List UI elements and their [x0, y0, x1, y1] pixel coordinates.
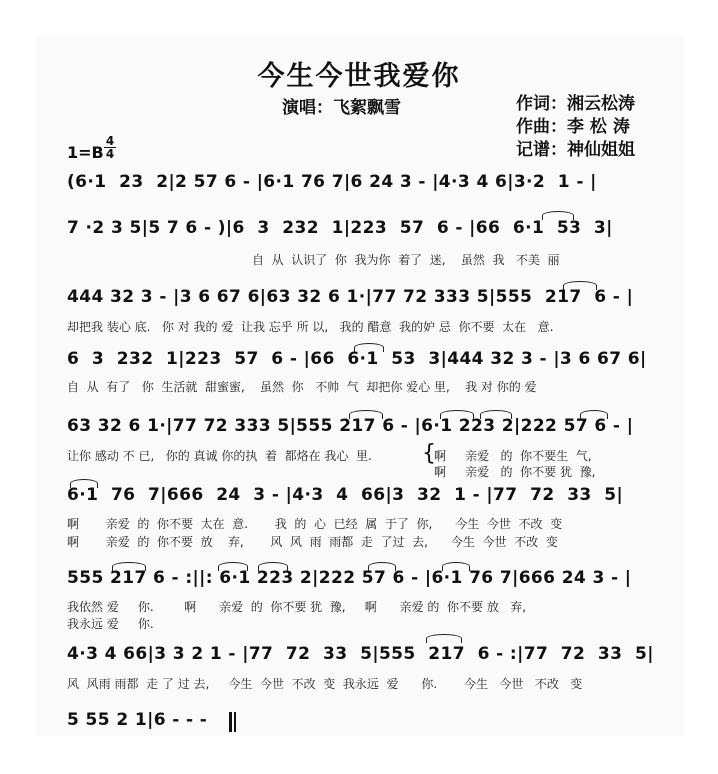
slur-mark [349, 410, 383, 419]
notation-row-5: 63 32 6 1·|77 72 333 5|555 217 6 - |6·1 223 2|222 57 6 - | [67, 416, 634, 436]
slur-mark [218, 562, 248, 571]
notation-row-8: 4·3 4 66|3 3 2 1 - |77 72 33 5|555 217 6 - :|77 72 33 5| [67, 644, 654, 664]
verse-bracket: { [422, 441, 436, 466]
lyric-row-3: 却把我 装心 底. 你 对 我的 爱 让我 忘乎 所 以, 我的 醋意 我的妒 忌 你不要 太在 意. [67, 320, 554, 334]
notation-row-1: (6·1 23 2|2 57 6 - |6·1 76 7|6 24 3 - |4·3 4 6|3·2 1 - | [67, 172, 597, 192]
slur-mark [258, 562, 288, 571]
notation-row-4: 6 3 232 1|223 57 6 - |66 6·1 53 3|444 32 3 - |3 6 67 6| [67, 349, 647, 369]
lyric-row-5c: 啊 亲爱 的 你不要 犹 豫, [434, 465, 596, 479]
lyricist-credit: 作词：湘云松涛 [516, 94, 635, 114]
lyric-row-8: 风 风雨 雨都 走 了 过 去, 今生 今世 不改 变 我永远 爱 你. 今生 今世 不改 变 [67, 677, 583, 691]
composer-credit: 作曲：李 松 涛 [516, 117, 630, 137]
notation-row-6: 6·1 76 7|666 24 3 - |4·3 4 66|3 32 1 - |77 72 33 5| [67, 485, 624, 505]
transcriber-credit: 记谱：神仙姐姐 [516, 140, 635, 160]
slur-mark [442, 562, 470, 571]
slur-mark [542, 211, 574, 220]
song-title: 今生今世我爱你 [257, 61, 461, 92]
lyric-row-4: 自 从 有了 你 生活就 甜蜜蜜, 虽然 你 不帅 气 却把你 爱心 里, 我 对 你的 爱 [67, 380, 537, 394]
time-signature [104, 135, 116, 160]
slur-mark [112, 562, 146, 571]
notation-row-7: 555 217 6 - :||: 6·1 223 2|222 57 6 - |6·1 76 7|666 24 3 - | [67, 568, 632, 588]
lyric-row-7b: 我永远 爱 你. [67, 617, 154, 631]
lyric-row-6a: 啊 亲爱 的 你不要 太在 意. 我 的 心 已经 属 于了 你, 今生 今世 不改 变 [67, 517, 563, 531]
singer-credit: 演唱：飞絮飘雪 [282, 98, 401, 118]
key-signature: 1=B [67, 143, 104, 162]
slur-mark [580, 410, 608, 419]
slur-mark [368, 562, 396, 571]
slur-mark [440, 410, 474, 419]
credits-block [516, 93, 635, 162]
lyric-row-5: 让你 感动 不 已, 你的 真诚 你的执 着 都烙在 我心 里. [67, 449, 372, 463]
slur-mark [563, 281, 597, 290]
lyric-row-7a: 我依然 爱 你. 啊 亲爱 的 你不要 犹 豫, 啊 亲爱 的 你不要 放 弃, [67, 600, 527, 614]
slur-mark [426, 634, 462, 643]
lyric-row-2: 自 从 认识了 你 我为你 着了 迷, 虽然 我 不美 丽 [252, 253, 560, 267]
time-signature-top: 4 [105, 134, 115, 148]
lyric-row-5b: 啊 亲爱 的 你不要生 气, [434, 449, 592, 463]
lyric-row-6b: 啊 亲爱 的 你不要 放 弃, 风 风 雨 雨都 走 了过 去, 今生 今世 不改 变 [67, 535, 558, 549]
notation-row-2: 7 ·2 3 5|5 7 6 - )|6 3 232 1|223 57 6 - |66 6·1 53 3| [67, 218, 613, 238]
slur-mark [354, 343, 384, 352]
slur-mark [480, 410, 512, 419]
final-barline-thin [234, 712, 236, 732]
notation-row-3: 444 32 3 - |3 6 67 6|63 32 6 1·|77 72 333 5|555 217 6 - | [67, 287, 634, 307]
final-barline [229, 712, 232, 732]
time-signature-bottom: 4 [105, 147, 115, 161]
notation-row-9: 5 55 2 1|6 - - - [67, 710, 214, 730]
slur-mark [70, 479, 98, 488]
